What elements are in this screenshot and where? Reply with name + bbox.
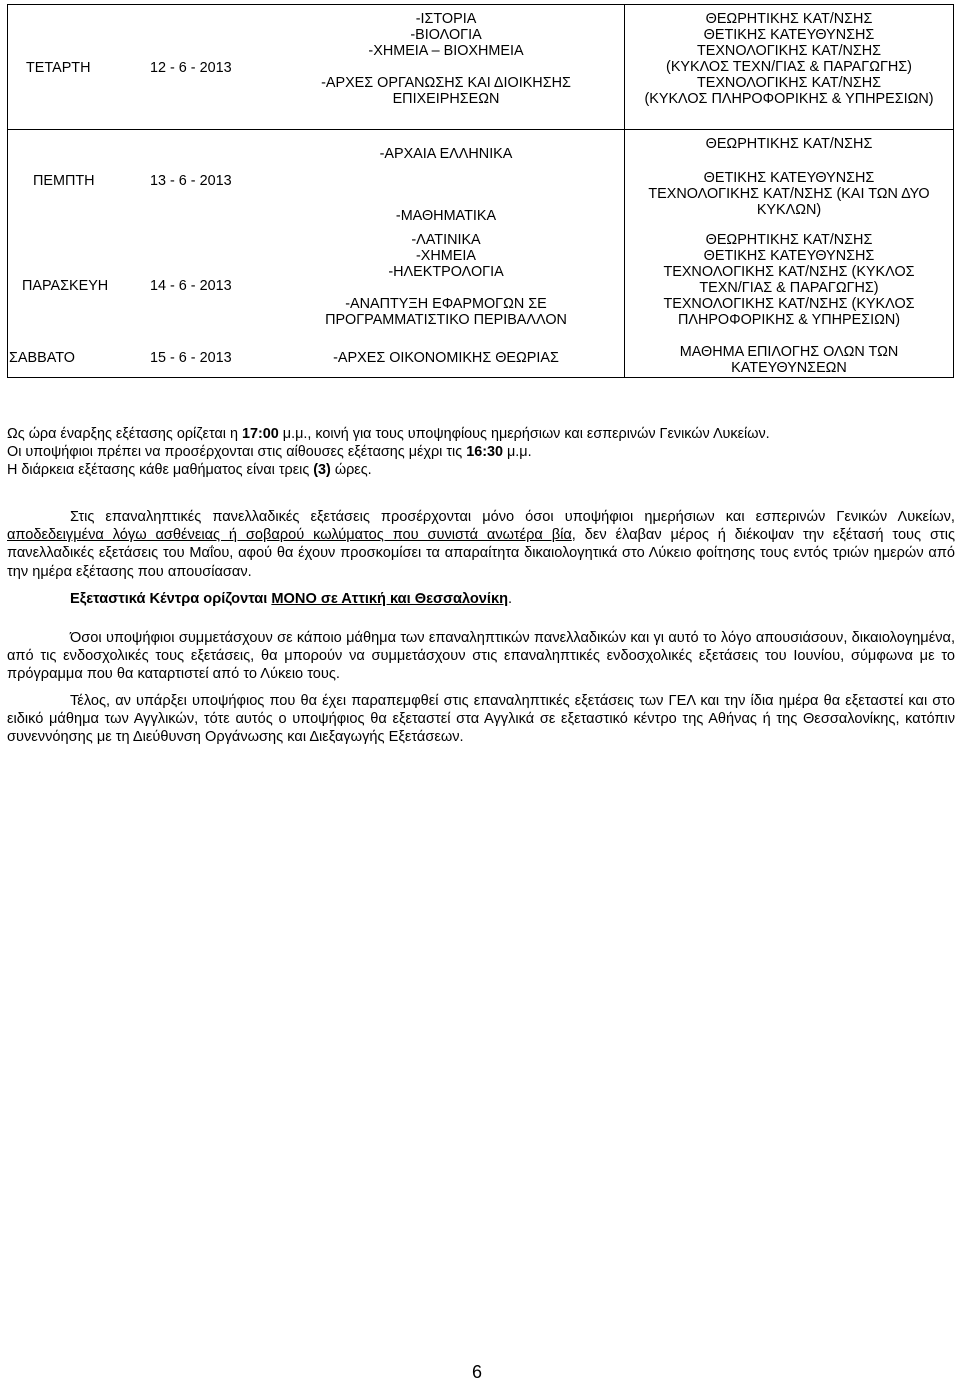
table-row-divider <box>624 129 953 130</box>
direction-spacer <box>624 152 954 170</box>
subject: -ΒΙΟΛΟΓΙΑ <box>410 27 482 43</box>
directions-cell <box>624 11 954 107</box>
subjects-cell <box>268 232 624 328</box>
direction: ΘΕΤΙΚΗΣ ΚΑΤΕΥΘΥΝΣΗΣ <box>703 27 875 43</box>
subject: -ΜΑΘΗΜΑΤΙΚΑ <box>395 208 497 224</box>
direction: ΤΕΧΝΟΛΟΓΙΚΗΣ ΚΑΤ/ΝΣΗΣ (ΚΥΚΛΟΣ <box>663 296 915 312</box>
direction: ΤΕΧΝΟΛΟΓΙΚΗΣ ΚΑΤ/ΝΣΗΣ <box>696 75 882 91</box>
directions-cell <box>624 136 954 218</box>
direction: ΚΥΚΛΩΝ) <box>756 202 822 218</box>
direction: (ΚΥΚΛΟΣ ΠΛΗΡΟΦΟΡΙΚΗΣ & ΥΠΗΡΕΣΙΩΝ) <box>644 91 934 107</box>
table-row-divider <box>8 129 624 130</box>
subject-spacer <box>268 280 624 296</box>
exam-centers-text: Εξεταστικά Κέντρα ορίζονται <box>70 591 272 607</box>
arrival-time: 16:30 <box>466 444 504 460</box>
direction: (ΚΥΚΛΟΣ ΤΕΧΝ/ΓΙΑΣ & ΠΑΡΑΓΩΓΗΣ) <box>666 59 912 75</box>
subject-spacer <box>268 59 624 75</box>
underlined-condition: αποδεδειγμένα λόγω ασθένειας ή σοβαρού κωλύματος που συνιστά ανωτέρα βία <box>7 527 572 544</box>
day-label: ΠΑΡΑΣΚΕΥΗ <box>22 278 109 294</box>
note-text: ώρες. <box>330 462 372 478</box>
note-text: Οι υποψήφιοι πρέπει να προσέρχονται στις αίθουσες εξέτασης μέχρι τις <box>7 444 467 460</box>
subject: -ΑΡΧΕΣ ΟΡΓΑΝΩΣΗΣ ΚΑΙ ΔΙΟΙΚΗΣΗΣ <box>321 75 571 91</box>
paragraph-text: Στις επαναληπτικές πανελλαδικές εξετάσεις προσέρχονται μόνο όσοι υποψήφιοι ημερήσιων και εσπερινών Γενικών Λυκείων, <box>70 509 955 525</box>
exam-time-notes <box>7 425 955 479</box>
paragraph-text: , δεν έλαβαν μέρος ή διέκοψαν την εξέτασή τους στις πανελλαδικές εξετάσεις του Μαΐου, αφού θα έχουν προσκομίσει τα απαραίτητα δικαιολογητικά στο Λύκειο φοίτησης τους εντός τριών ημερών από την ημέρα εξέτασης που απουσίασαν. <box>7 527 955 580</box>
note-text: μ.μ. <box>503 444 532 460</box>
note-text: Η διάρκεια εξέτασης κάθε μαθήματος είναι τρεις <box>7 462 314 478</box>
directions-cell <box>624 232 954 328</box>
direction: ΘΕΩΡΗΤΙΚΗΣ ΚΑΤ/ΝΣΗΣ <box>705 136 873 152</box>
direction: ΠΛΗΡΟΦΟΡΙΚΗΣ & ΥΠΗΡΕΣΙΩΝ) <box>677 312 901 328</box>
duration-hours: (3) <box>313 462 331 478</box>
subject: ΠΡΟΓΡΑΜΜΑΤΙΣΤΙΚΟ ΠΕΡΙΒΑΛΛΟΝ <box>325 312 567 328</box>
direction: ΚΑΤΕΥΘΥΝΣΕΩΝ <box>731 360 847 376</box>
subject: ΕΠΙΧΕΙΡΗΣΕΩΝ <box>392 91 500 107</box>
subject: -ΑΡΧΕΣ ΟΙΚΟΝΟΜΙΚΗΣ ΘΕΩΡΙΑΣ <box>333 350 559 366</box>
day-label: ΠΕΜΠΤΗ <box>33 173 95 189</box>
duration-note <box>7 461 955 479</box>
arrival-time-note <box>7 443 955 461</box>
direction: ΤΕΧΝΟΛΟΓΙΚΗΣ ΚΑΤ/ΝΣΗΣ <box>696 43 882 59</box>
start-time-note <box>7 425 955 443</box>
exam-centers-end: . <box>508 591 513 607</box>
subjects-cell <box>268 11 624 107</box>
english-exam-paragraph: Τέλος, αν υπάρξει υποψήφιος που θα έχει παραπεμφθεί στις επαναληπτικές εξετάσεις των ΓΕΛ και την ίδια ημέρα θα εξεταστεί και στο ειδικό μάθημα των Αγγλικών, τότε αυτός ο υποψήφιος θα εξεταστεί στα Αγγλικά σε εξεταστικό κέντρο της Αθήνας ή της Θεσσαλονίκης, κατόπιν συνεννόησης με τη Διεύθυνση Οργάνωσης και Διεξαγωγής Εξετάσεων. <box>7 693 955 746</box>
subject: -ΗΛΕΚΤΡΟΛΟΓΙΑ <box>388 264 504 280</box>
date-label: 14 - 6 - 2013 <box>150 278 232 294</box>
direction: ΜΑΘΗΜΑ ΕΠΙΛΟΓΗΣ ΟΛΩΝ ΤΩΝ <box>679 344 899 360</box>
subject: -ΑΡΧΑΙΑ ΕΛΛΗΝΙΚΑ <box>379 146 513 162</box>
direction: ΤΕΧΝΟΛΟΓΙΚΗΣ ΚΑΤ/ΝΣΗΣ (ΚΑΙ ΤΩΝ ΔΥΟ <box>648 186 930 202</box>
subject: -ΑΝΑΠΤΥΞΗ ΕΦΑΡΜΟΓΩΝ ΣΕ <box>345 296 547 312</box>
direction: ΘΕΤΙΚΗΣ ΚΑΤΕΥΘΥΝΣΗΣ <box>703 170 875 186</box>
exam-schedule-table <box>7 4 954 378</box>
date-label: 12 - 6 - 2013 <box>150 60 232 76</box>
day-label: ΤΕΤΑΡΤΗ <box>26 60 91 76</box>
direction: ΘΕΩΡΗΤΙΚΗΣ ΚΑΤ/ΝΣΗΣ <box>705 11 873 27</box>
day-label: ΣΑΒΒΑΤΟ <box>9 350 75 366</box>
direction: ΤΕΧΝΟΛΟΓΙΚΗΣ ΚΑΤ/ΝΣΗΣ (ΚΥΚΛΟΣ <box>663 264 915 280</box>
subject: -ΧΗΜΕΙΑ <box>416 248 476 264</box>
directions-cell <box>624 344 954 376</box>
subject: -ΧΗΜΕΙΑ – ΒΙΟΧΗΜΕΙΑ <box>368 43 524 59</box>
repeat-exams-paragraph <box>7 508 955 581</box>
note-text: μ.μ., κοινή για τους υποψηφίους ημερήσιων και εσπερινών Γενικών Λυκείων. <box>278 426 770 442</box>
school-exams-paragraph: Όσοι υποψήφιοι συμμετάσχουν σε κάποιο μάθημα των επαναληπτικών πανελλαδικών και γι αυτό το λόγο απουσιάσουν, δικαιολογημένα, από τις ενδοσχολικές τους εξετάσεις, θα μπορούν να συμμετάσχουν στις επαναληπτικές ενδοσχολικές εξετάσεις του Ιουνίου, σύμφωνα με το πρόγραμμα που θα καταρτιστεί από το Λύκειο τους. <box>7 630 955 683</box>
exam-centers-cities: ΜΟΝΟ σε Αττική και Θεσσαλονίκη <box>271 591 509 607</box>
start-time: 17:00 <box>241 426 279 442</box>
date-label: 13 - 6 - 2013 <box>150 173 232 189</box>
subject: -ΙΣΤΟΡΙΑ <box>415 11 477 27</box>
direction: ΘΕΩΡΗΤΙΚΗΣ ΚΑΤ/ΝΣΗΣ <box>705 232 873 248</box>
subject: -ΛΑΤΙΝΙΚΑ <box>411 232 481 248</box>
date-label: 15 - 6 - 2013 <box>150 350 232 366</box>
direction: ΘΕΤΙΚΗΣ ΚΑΤΕΥΘΥΝΣΗΣ <box>703 248 875 264</box>
page-number: 6 <box>472 1362 483 1382</box>
direction: ΤΕΧΝ/ΓΙΑΣ & ΠΑΡΑΓΩΓΗΣ) <box>699 280 879 296</box>
exam-centers-note <box>7 590 955 608</box>
note-text: Ως ώρα έναρξης εξέτασης ορίζεται η <box>7 426 242 442</box>
